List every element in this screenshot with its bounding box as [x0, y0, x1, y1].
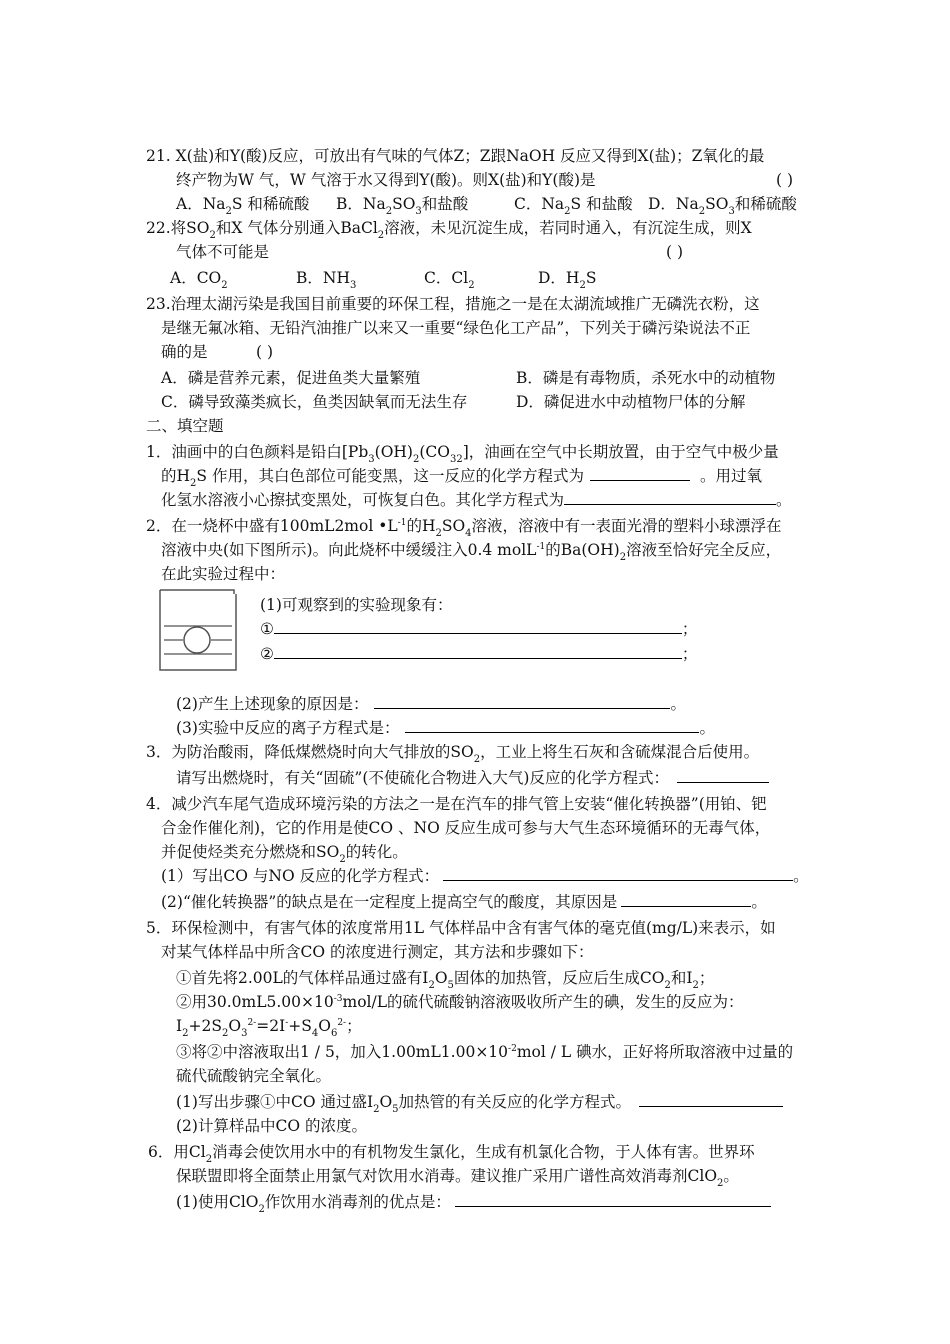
- f2-line2: 溶液中央(如下图所示)。向此烧杯中缓缓注入0.4 molL$^{-1}$的$Ba(OH)_2$溶液至恰好完全反应，: [161, 541, 782, 563]
- f5-answer-blank[interactable]: [639, 1092, 783, 1107]
- f3-answer-blank[interactable]: [677, 768, 769, 783]
- f2-answer-blank-4[interactable]: [405, 718, 699, 733]
- q23-line2: 是继无氟冰箱、无铅汽油推广以来又一重要“绿色化工产品”，下列关于磷污染说法不正: [161, 319, 751, 337]
- f1-answer-blank-2[interactable]: [564, 490, 776, 505]
- q21-line2: 终产物为W 气，W 气溶于水又得到Y(酸)。则X(盐)和Y(酸)是: [176, 171, 596, 189]
- q21-option-b: B．$Na_2SO_3$和盐酸: [336, 195, 469, 217]
- section-heading-fill-in: 二、填空题: [146, 417, 224, 435]
- f3-line1: 3．为防治酸雨，降低煤燃烧时向大气排放的$SO_2$，工业上将生石灰和含硫煤混合后使用。: [146, 743, 760, 765]
- q22-line1: 22.将$SO_2$和X 气体分别通入BaCl$_2$溶液，未见沉淀生成，若同时通入，有沉淀生成，则X: [146, 219, 752, 241]
- q23-answer-bracket: ( ): [256, 343, 274, 361]
- f2-answer-blank-2[interactable]: [274, 644, 682, 659]
- q22-option-d: D．$H_2S$: [538, 269, 597, 291]
- f2-answer-blank-1[interactable]: [274, 619, 682, 634]
- f5-step2: ②用$30.0mL5.00\times 10^{-3}mol/L$的硫代硫酸钠溶液吸收所产生的碘，发生的反应为：: [176, 993, 744, 1011]
- f1-line3: 化氢水溶液小心擦拭变黑处，可恢复白色。其化学方程式为 。: [161, 491, 792, 509]
- f4-line2: 合金作催化剂)，它的作用是使CO 、NO 反应生成可参与大气生态环境循环的无毒气体，: [161, 819, 771, 837]
- f5-line2: 对某气体样品中所含CO 的浓度进行测定，其方法和步骤如下：: [161, 943, 594, 961]
- f6-part1: (1)使用ClO$_2$作饮用水消毒剂的优点是：: [176, 1191, 771, 1213]
- f2-line1: 2．在一烧杯中盛有100mL2mol $•L^{-1}$的$H_2SO_4$溶液，溶液中有一表面光滑的塑料小球漂浮在: [146, 517, 782, 539]
- f2-part1-item1: ① ；: [260, 620, 698, 638]
- f4-part2: (2)“催化转换器”的缺点是在一定程度上提高空气的酸度，其原因是 。: [161, 893, 767, 911]
- f5-step3-cont: 硫代硫酸钠完全氧化。: [176, 1067, 332, 1085]
- f6-line2: 保联盟即将全面禁止用氯气对饮用水消毒。建议推广采用广谱性高效消毒剂ClO$_2$。: [176, 1167, 739, 1189]
- f5-step1: ①首先将2.00L的气体样品通过盛有$I_2O_5$固体的加热管，反应后生成$CO_2$和$I_2$；: [176, 969, 715, 991]
- q21-option-c: C．$Na_2S$ 和盐酸: [514, 195, 633, 217]
- f4-answer-blank-1[interactable]: [443, 866, 793, 881]
- floating-ball: [184, 627, 210, 653]
- f4-line3: 并促使烃类充分燃烧和$SO_2$的转化。: [161, 843, 408, 865]
- f6-answer-blank[interactable]: [455, 1192, 771, 1207]
- f3-line2: 请写出燃烧时，有关“固硫”(不使硫化合物进入大气)反应的化学方程式：: [176, 767, 769, 789]
- q23-option-d: D．磷促进水中动植物尸体的分解: [516, 393, 746, 411]
- beaker-diagram: [158, 588, 240, 672]
- f2-answer-blank-3[interactable]: [374, 694, 670, 709]
- f1-answer-blank-1[interactable]: [590, 466, 690, 481]
- q23-option-b: B．磷是有毒物质，杀死水中的动植物: [516, 369, 776, 387]
- f2-part3: (3)实验中反应的离子方程式是： 。: [176, 719, 715, 737]
- f5-part1: (1)写出步骤①中CO 通过盛$I_2O_5$加热管的有关反应的化学方程式。: [176, 1091, 783, 1113]
- f4-part1: (1）写出CO 与NO 反应的化学方程式： 。: [161, 867, 809, 885]
- f5-part2: (2)计算样品中CO 的浓度。: [176, 1117, 367, 1135]
- f6-line1: 6．用$Cl_2$消毒会使饮用水中的有机物发生氯化，生成有机氯化合物，于人体有害。世界环: [148, 1143, 755, 1165]
- q22-option-a: A．$CO_2$: [170, 269, 228, 291]
- q21-option-d: D．$Na_2SO_3$和稀硫酸: [648, 195, 797, 217]
- q22-option-b: B．$NH_3$: [296, 269, 357, 291]
- q23-option-c: C．磷导致藻类疯长，鱼类因缺氧而无法生存: [161, 393, 468, 411]
- f5-equation: $I_2+2S_2O_3^{2-}=2I^-+S_4O_6^{2-}$；: [176, 1017, 362, 1039]
- q21-line1: 21. X(盐)和Y(酸)反应，可放出有气味的气体Z；Z跟NaOH 反应又得到X(盐)；Z氧化的最: [146, 147, 765, 165]
- q21-option-a: A．$Na_2S$ 和稀硫酸: [176, 195, 310, 217]
- f5-step3: ③将②中溶液取出1 / 5，加入$1.00mL1.00\times 10^{-2}mol / L$ 碘水，正好将所取溶液中过量的: [176, 1043, 794, 1061]
- q22-line2: 气体不可能是: [176, 243, 270, 261]
- q23-option-a: A．磷是营养元素，促进鱼类大量繁殖: [161, 369, 421, 387]
- f2-part1: (1)可观察到的实验现象有：: [260, 596, 453, 614]
- f1-line1: 1．油画中的白色颜料是铅白[$Pb_3(OH)_2(CO_{32}]$，油画在空气中长期放置，由于空气中极少量: [146, 443, 779, 465]
- f2-part2: (2)产生上述现象的原因是： 。: [176, 695, 686, 713]
- f2-line3: 在此实验过程中：: [161, 565, 286, 583]
- f4-answer-blank-2[interactable]: [621, 892, 751, 907]
- f1-line2: 的$H_2S$ 作用，其白色部位可能变黑，这一反应的化学方程式为 。用过氧: [161, 467, 762, 489]
- q23-line3: 确的是: [161, 343, 208, 361]
- q22-option-c: C．$Cl_2$: [424, 269, 475, 291]
- f2-part1-item2: ② ；: [260, 645, 698, 663]
- f5-line1: 5．环保检测中，有害气体的浓度常用1L 气体样品中含有害气体的毫克值(mg/L)来表示，如: [146, 919, 776, 937]
- q22-answer-bracket: ( ): [666, 243, 684, 261]
- q21-answer-bracket: ( ): [776, 171, 794, 189]
- q23-line1: 23.治理太湖污染是我国目前重要的环保工程，措施之一是在太湖流域推广无磷洗衣粉，这: [146, 295, 760, 313]
- f4-line1: 4．减少汽车尾气造成环境污染的方法之一是在汽车的排气管上安装“催化转换器”(用铂、钯: [146, 795, 767, 813]
